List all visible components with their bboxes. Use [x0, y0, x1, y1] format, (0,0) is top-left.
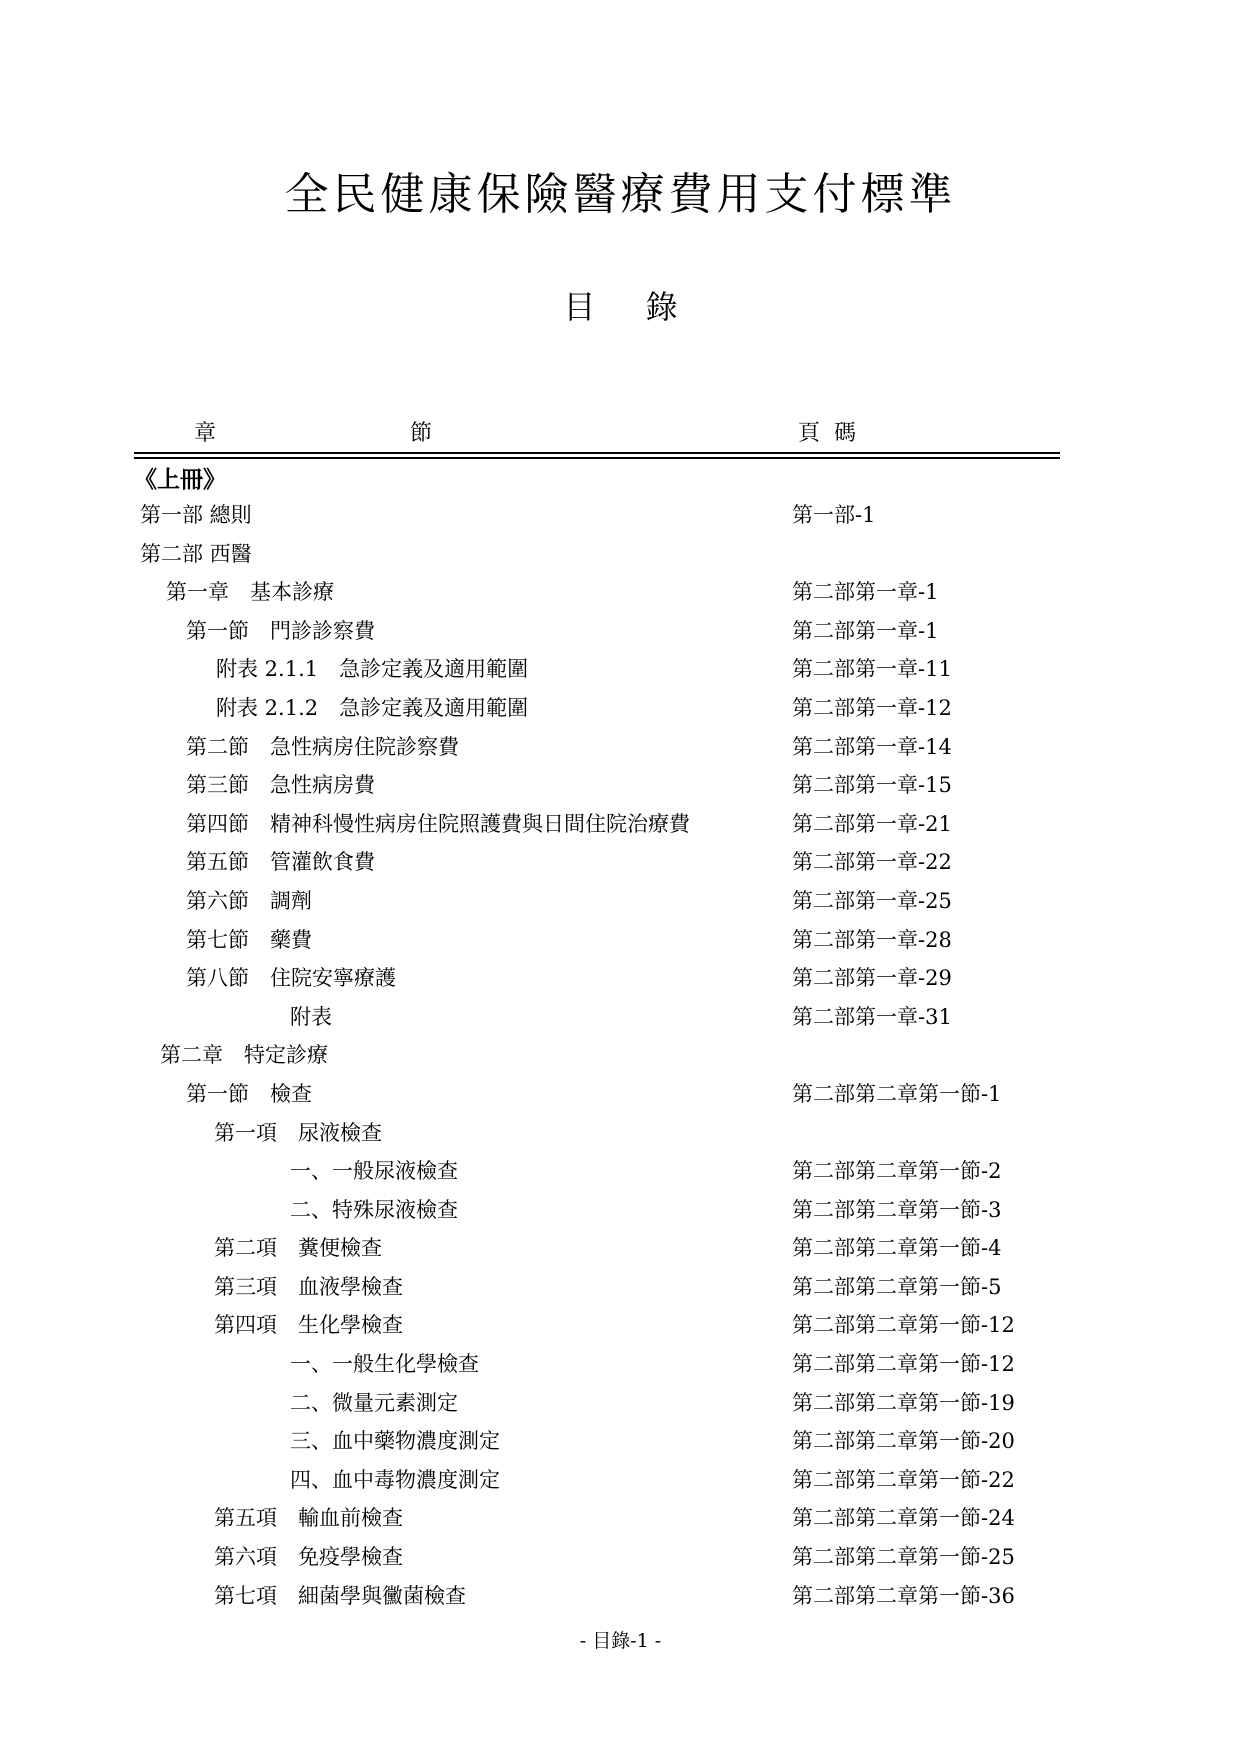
column-header-chapter: 章 — [194, 421, 231, 446]
toc-row — [0, 1422, 1241, 1461]
header-rule-bottom — [134, 457, 1060, 459]
toc-row — [0, 843, 1241, 882]
toc-row — [0, 1306, 1241, 1345]
toc-entry-label: 二、微量元素測定 — [290, 1390, 458, 1415]
toc-entry-label: 第三節 急性病房費 — [186, 773, 375, 798]
toc-row — [0, 766, 1241, 805]
toc-entry-label: 三、血中藥物濃度測定 — [290, 1429, 500, 1454]
toc-row — [0, 805, 1241, 844]
toc-entry-page: 第二部第一章-28 — [792, 927, 952, 952]
toc-entry-page: 第二部第二章第一節-1 — [792, 1081, 1002, 1106]
toc-entry-label: 第五節 管灌飲食費 — [186, 850, 375, 875]
toc-entry-label: 第一部 總則 — [140, 503, 252, 527]
toc-row — [0, 1114, 1241, 1153]
toc-row — [0, 998, 1241, 1037]
toc-row — [0, 573, 1241, 612]
toc-entry-label: 第一節 門診診察費 — [186, 618, 375, 643]
toc-row — [0, 1461, 1241, 1500]
toc-entry-label: 第一章 基本診療 — [166, 580, 334, 605]
toc-entry-page: 第二部第一章-12 — [792, 695, 952, 720]
toc-entry-label: 第一節 檢查 — [186, 1081, 312, 1106]
toc-entry-page: 第二部第一章-1 — [792, 618, 939, 643]
toc-row — [0, 1499, 1241, 1538]
toc-entry-page: 第二部第二章第一節-3 — [792, 1197, 1002, 1222]
toc-entry-page: 第二部第二章第一節-2 — [792, 1159, 1002, 1184]
column-header-page: 頁碼 — [798, 421, 871, 446]
toc-entry-label: 第七項 細菌學與黴菌檢查 — [214, 1583, 466, 1608]
toc-list — [0, 496, 1241, 1615]
toc-entry-page: 第二部第一章-22 — [792, 850, 952, 875]
toc-entry-page: 第二部第二章第一節-24 — [792, 1506, 1015, 1531]
toc-entry-page: 第二部第一章-25 — [792, 888, 952, 913]
toc-entry-label: 第二項 糞便檢查 — [214, 1236, 382, 1261]
toc-row — [0, 1229, 1241, 1268]
toc-row — [0, 921, 1241, 960]
header-rule-top — [134, 452, 1060, 454]
toc-heading: 目 錄 — [563, 288, 678, 326]
toc-entry-label: 第七節 藥費 — [186, 927, 312, 952]
toc-entry-label: 第八節 住院安寧療護 — [186, 966, 396, 991]
volume-label: 《上冊》 — [134, 466, 226, 493]
toc-entry-page: 第二部第二章第一節-20 — [792, 1429, 1015, 1454]
toc-entry-page: 第二部第二章第一節-25 — [792, 1545, 1015, 1570]
toc-row — [0, 1191, 1241, 1230]
toc-row — [0, 1577, 1241, 1616]
toc-row — [0, 1345, 1241, 1384]
toc-entry-page: 第二部第二章第一節-22 — [792, 1467, 1015, 1492]
toc-entry-label: 附表 2.1.1 急診定義及適用範圍 — [216, 657, 529, 682]
toc-entry-page: 第二部第一章-31 — [792, 1004, 952, 1029]
toc-entry-label: 第一項 尿液檢查 — [214, 1120, 382, 1145]
toc-entry-label: 二、特殊尿液檢查 — [290, 1197, 458, 1222]
page-footer: - 目錄-1 - — [579, 1630, 662, 1652]
toc-entry-label: 第四項 生化學檢查 — [214, 1313, 403, 1338]
toc-entry-label: 第二章 特定診療 — [160, 1043, 328, 1068]
toc-entry-label: 一、一般生化學檢查 — [290, 1352, 479, 1377]
toc-entry-label: 附表 — [290, 1004, 332, 1029]
toc-row — [0, 535, 1241, 574]
document-title: 全民健康保險醫療費用支付標準 — [284, 169, 957, 220]
toc-entry-label: 第四節 精神科慢性病房住院照護費與日間住院治療費 — [186, 811, 690, 836]
toc-row — [0, 1538, 1241, 1577]
toc-entry-page: 第二部第二章第一節-12 — [792, 1352, 1015, 1377]
toc-row — [0, 1384, 1241, 1423]
toc-entry-page: 第二部第一章-14 — [792, 734, 952, 759]
toc-entry-label: 第二部 西醫 — [140, 541, 252, 566]
toc-entry-page: 第二部第一章-29 — [792, 966, 952, 991]
toc-entry-page: 第二部第二章第一節-12 — [792, 1313, 1015, 1338]
toc-entry-label: 附表 2.1.2 急診定義及適用範圍 — [216, 695, 529, 720]
toc-entry-label: 一、一般尿液檢查 — [290, 1159, 458, 1184]
toc-entry-page: 第二部第二章第一節-4 — [792, 1236, 1002, 1261]
toc-row — [0, 1036, 1241, 1075]
toc-row — [0, 1152, 1241, 1191]
toc-entry-label: 第六項 免疫學檢查 — [214, 1545, 403, 1570]
column-header-section: 節 — [410, 421, 447, 446]
toc-row — [0, 1268, 1241, 1307]
toc-row — [0, 882, 1241, 921]
toc-entry-page: 第二部第一章-11 — [792, 657, 952, 682]
toc-entry-page: 第二部第二章第一節-36 — [792, 1583, 1015, 1608]
toc-entry-page: 第二部第一章-1 — [792, 580, 939, 605]
toc-entry-label: 第三項 血液學檢查 — [214, 1274, 403, 1299]
toc-entry-page: 第一部-1 — [792, 503, 876, 527]
toc-row — [0, 612, 1241, 651]
toc-entry-page: 第二部第二章第一節-5 — [792, 1274, 1002, 1299]
toc-entry-page: 第二部第一章-15 — [792, 773, 952, 798]
toc-entry-label: 第六節 調劑 — [186, 888, 312, 913]
toc-row — [0, 650, 1241, 689]
toc-entry-label: 第五項 輸血前檢查 — [214, 1506, 403, 1531]
toc-row — [0, 1075, 1241, 1114]
toc-row — [0, 728, 1241, 767]
toc-row — [0, 496, 1241, 535]
toc-entry-label: 第二節 急性病房住院診察費 — [186, 734, 459, 759]
toc-entry-page: 第二部第二章第一節-19 — [792, 1390, 1015, 1415]
toc-row — [0, 959, 1241, 998]
toc-entry-label: 四、血中毒物濃度測定 — [290, 1467, 500, 1492]
toc-entry-page: 第二部第一章-21 — [792, 811, 952, 836]
toc-row — [0, 689, 1241, 728]
